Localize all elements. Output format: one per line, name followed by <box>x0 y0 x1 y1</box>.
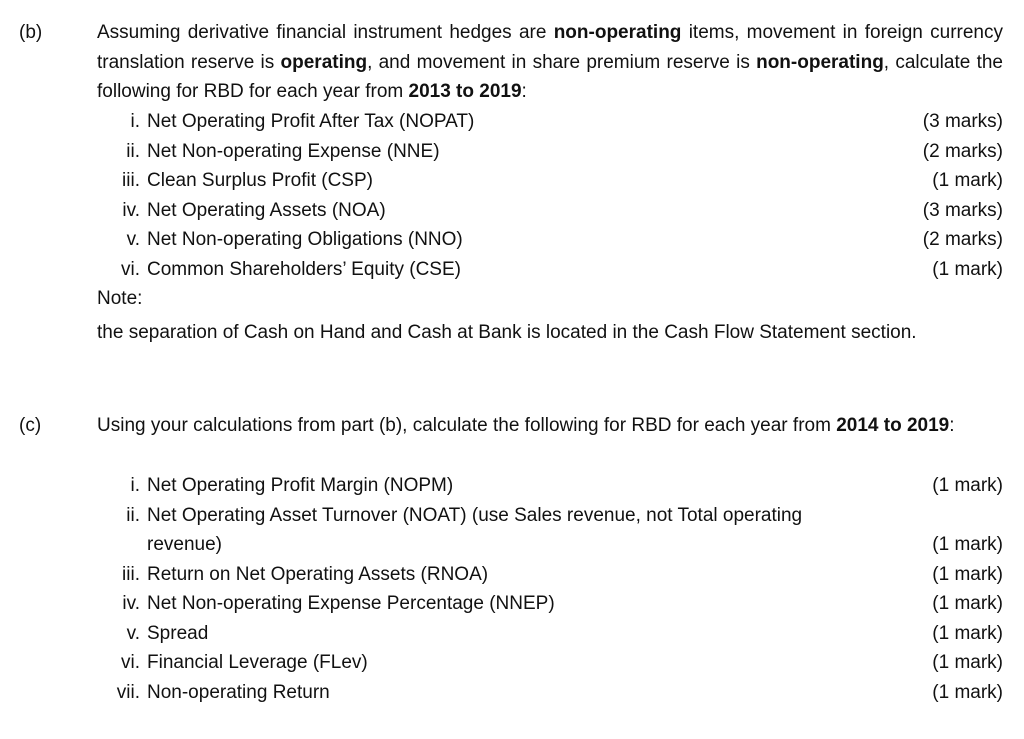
item-number: i. <box>130 111 140 132</box>
part-b-intro-b4: 2013 to 2019 <box>408 81 522 102</box>
item-marks: (1 mark) <box>932 534 1003 555</box>
item-text: Financial Leverage (FLev) <box>147 652 368 673</box>
item-number: v. <box>126 229 140 250</box>
item-marks: (2 marks) <box>922 229 1003 250</box>
item-marks: (1 mark) <box>932 563 1003 585</box>
item-text: Net Operating Assets (NOA) <box>147 199 386 221</box>
item-marks: (1 mark) <box>932 622 1003 644</box>
part-c-item <box>90 678 1003 708</box>
part-b-intro <box>97 18 1003 107</box>
item-text: Net Operating Profit Margin (NOPM) <box>147 475 454 496</box>
item-text: revenue) <box>147 534 222 555</box>
item-number: ii. <box>126 504 140 526</box>
item-marks: (3 marks) <box>922 199 1003 221</box>
part-b-intro-t4: , calculate the following for RBD for each year from <box>97 51 1003 102</box>
item-number: i. <box>130 475 140 496</box>
part-c-item <box>90 471 1003 501</box>
part-c-intro-t1: Using your calculations from part (b), calculate the following for RBD for each year from <box>97 415 837 436</box>
part-b-intro-b3: non-operating <box>756 51 884 73</box>
item-text: Return on Net Operating Assets (RNOA) <box>147 563 489 585</box>
part-c-item <box>90 501 1003 531</box>
item-marks: (3 marks) <box>922 111 1003 132</box>
part-c-item <box>90 589 1003 619</box>
item-number: vi. <box>121 652 140 673</box>
item-number: iii. <box>122 563 140 585</box>
part-c-item <box>90 619 1003 649</box>
part-b-intro-t5: : <box>521 81 527 102</box>
part-b-intro-b1: non-operating <box>553 22 682 43</box>
item-marks: (1 mark) <box>932 258 1003 280</box>
part-b-item <box>90 166 1003 196</box>
item-text: Net Operating Profit After Tax (NOPAT) <box>147 111 475 132</box>
item-text: Spread <box>147 622 209 644</box>
item-text: Net Non-operating Expense (NNE) <box>147 140 440 162</box>
part-b-item <box>90 137 1003 167</box>
part-c-item <box>90 560 1003 590</box>
part-b-item <box>90 225 1003 255</box>
item-text: Non-operating Return <box>147 681 330 703</box>
part-b-intro-t1: Assuming derivative financial instrument hedges are <box>97 22 554 43</box>
part-c-item-continuation <box>90 530 1003 560</box>
part-c-intro-b1: 2014 to 2019 <box>836 415 950 436</box>
item-text: Net Non-operating Obligations (NNO) <box>147 229 463 250</box>
part-c-intro <box>97 411 1003 441</box>
item-marks: (1 mark) <box>932 593 1003 614</box>
item-number: iii. <box>122 170 140 191</box>
part-b-intro-b2: operating <box>280 51 368 73</box>
item-number: vii. <box>116 681 140 703</box>
item-marks: (1 mark) <box>932 170 1003 191</box>
item-text: Net Operating Asset Turnover (NOAT) (use Sales revenue, not Total operating <box>147 504 803 526</box>
part-b-item <box>90 196 1003 226</box>
part-b-item <box>90 255 1003 285</box>
note-text: the separation of Cash on Hand and Cash at Bank is located in the Cash Flow Statement section. <box>97 322 917 343</box>
item-marks: (1 mark) <box>932 475 1003 496</box>
item-number: iv. <box>122 593 140 614</box>
part-b-label: (b) <box>19 22 43 43</box>
note-label: Note: <box>97 288 143 309</box>
item-marks: (1 mark) <box>932 681 1003 703</box>
item-marks: (2 marks) <box>922 140 1003 162</box>
item-text: Common Shareholders’ Equity (CSE) <box>147 258 461 280</box>
item-text: Net Non-operating Expense Percentage (NNEP) <box>147 593 555 614</box>
part-c-item <box>90 648 1003 678</box>
part-b-intro-t2: items, movement in foreign currency translation reserve is <box>97 22 1003 73</box>
item-number: vi. <box>121 258 140 280</box>
part-b-item <box>90 107 1003 137</box>
part-c-label: (c) <box>19 415 42 436</box>
item-number: v. <box>126 622 140 644</box>
item-number: iv. <box>122 199 140 221</box>
part-b-intro-t3: , and movement in share premium reserve is <box>367 51 757 73</box>
item-number: ii. <box>126 140 140 162</box>
part-c-intro-t2: : <box>949 415 955 436</box>
item-marks: (1 mark) <box>932 652 1003 673</box>
item-text: Clean Surplus Profit (CSP) <box>147 170 373 191</box>
